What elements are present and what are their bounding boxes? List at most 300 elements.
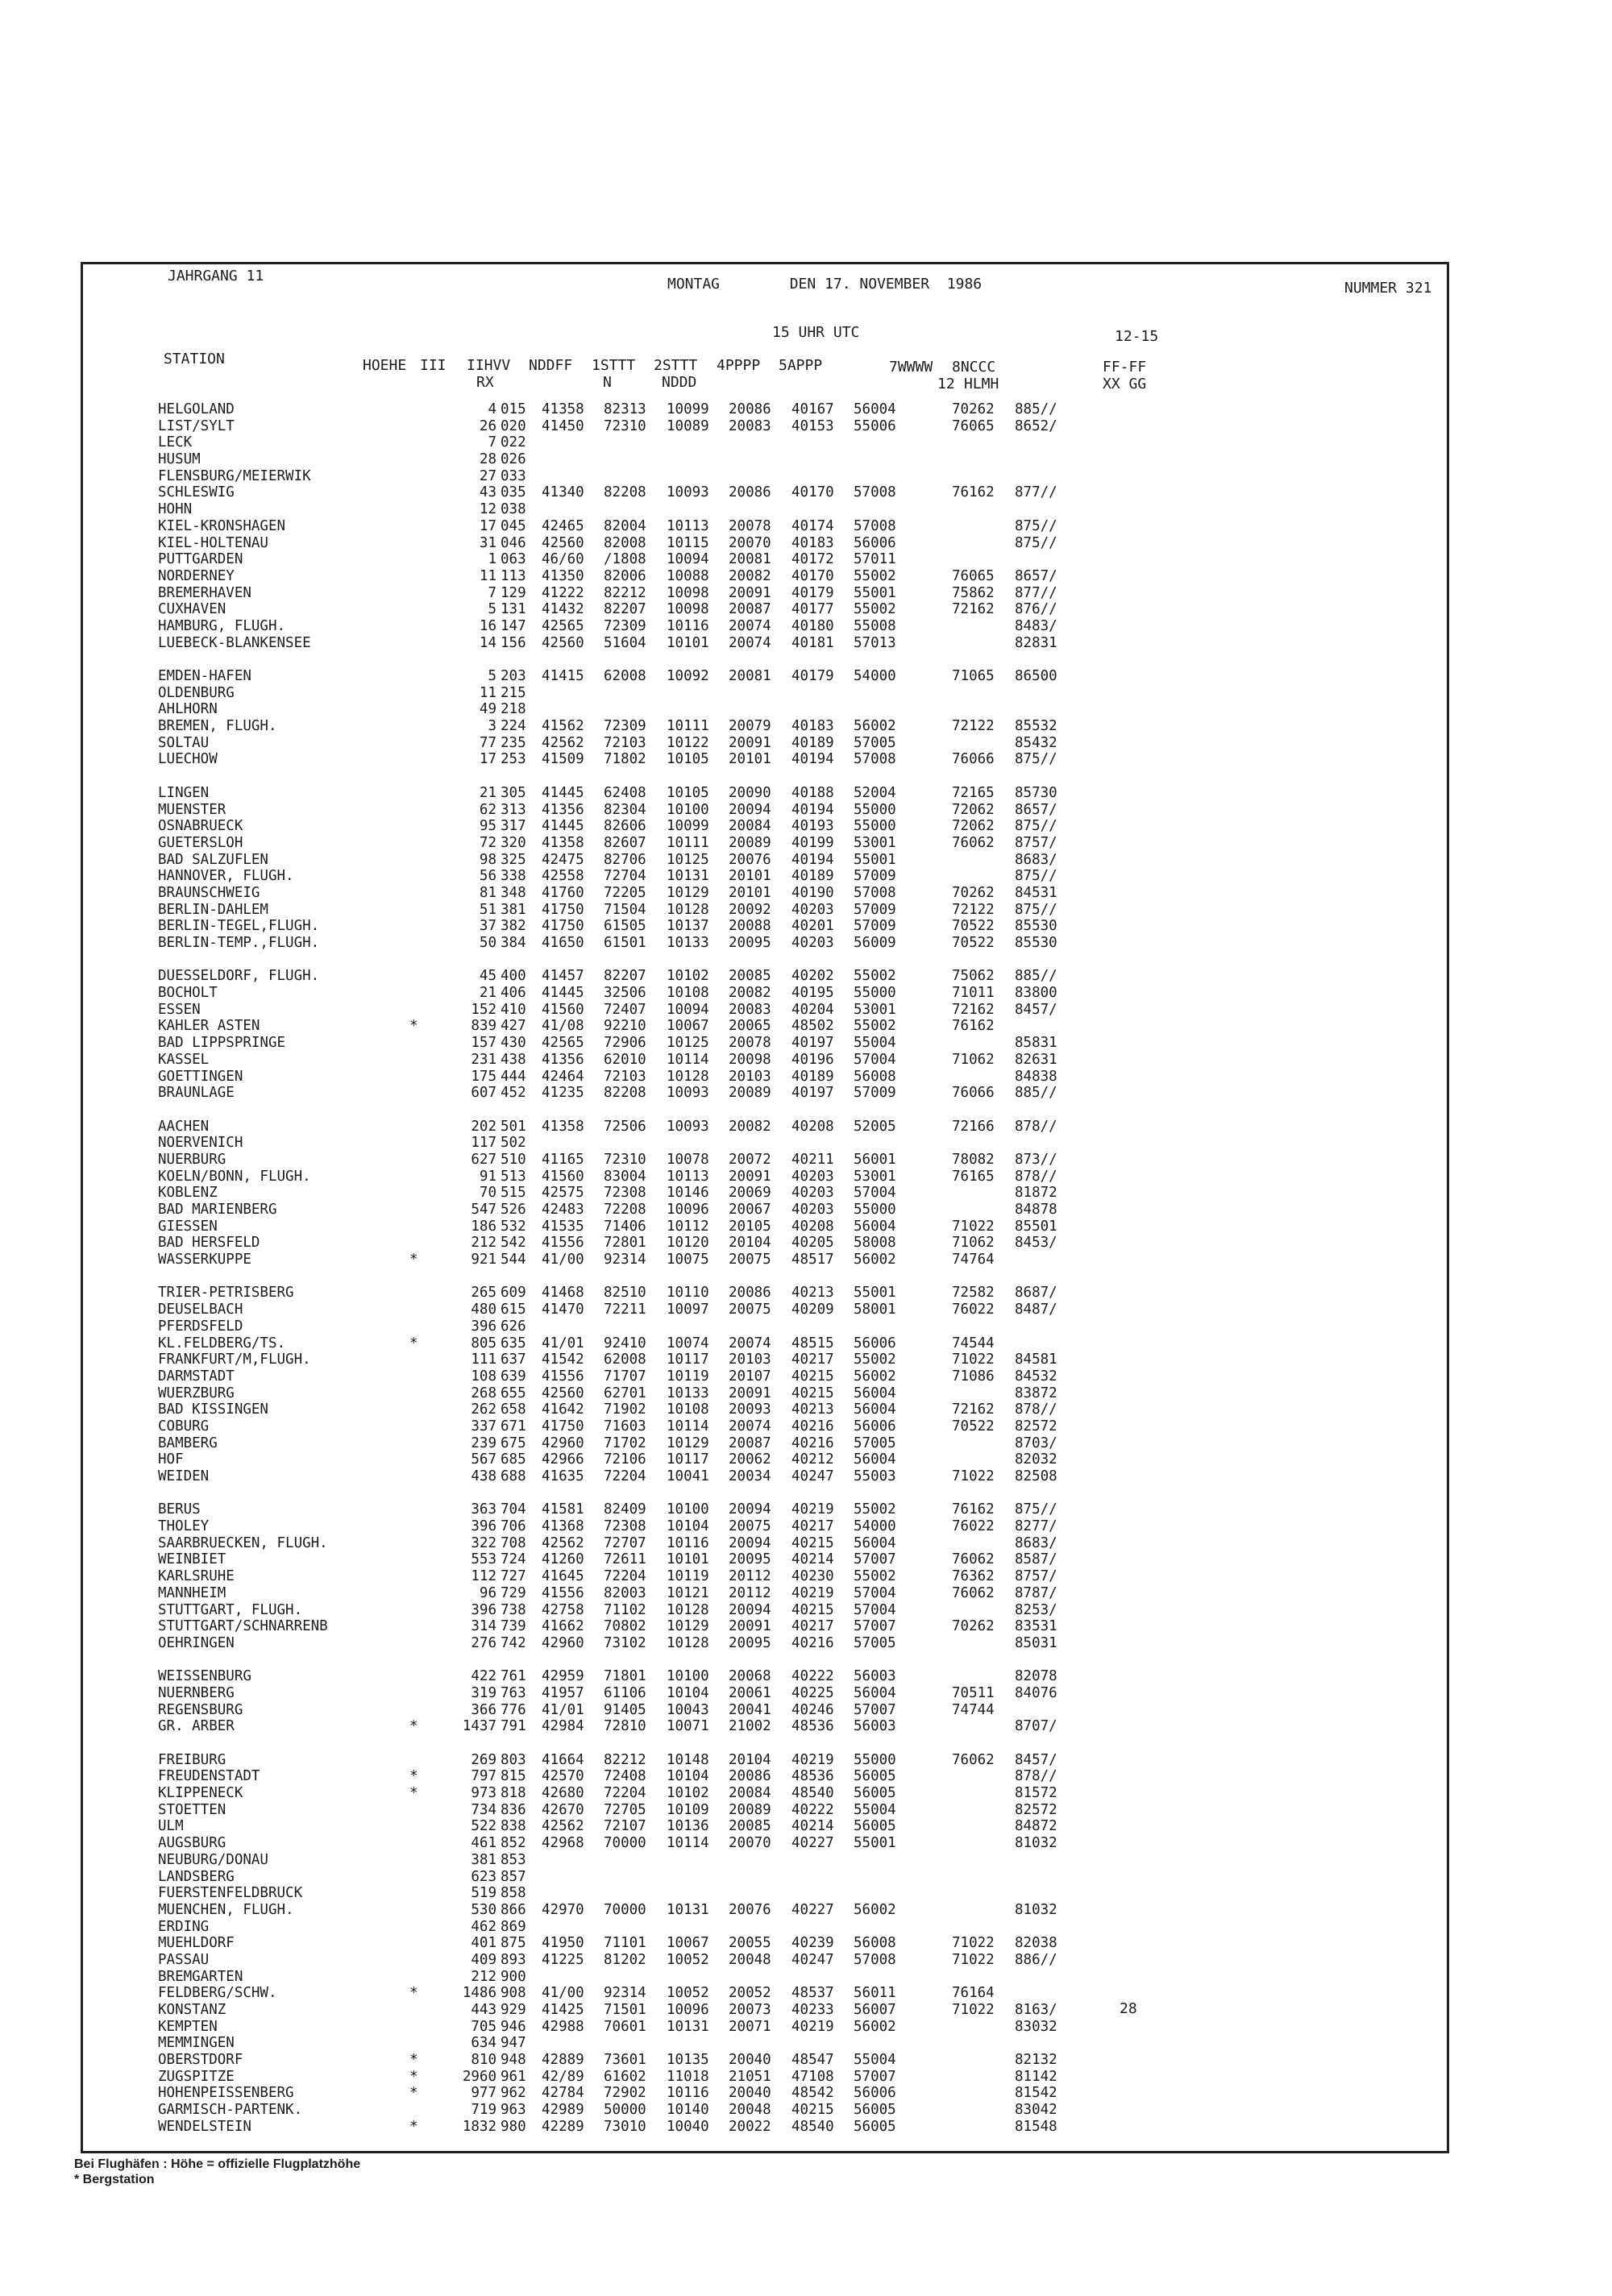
synop-group: 42988 [542,2018,584,2035]
station-name: DEUSELBACH [158,1302,243,1318]
synop-group: 41535 [542,1218,584,1235]
synop-group: 71801 [604,1668,646,1685]
station-row [158,635,1206,652]
synop-group: 55002 [854,1018,896,1035]
station-name: SOLTAU [158,734,210,751]
station-index: 253 [501,751,526,768]
cloud-group: 8757/ [1015,834,1057,851]
station-name: STUTTGART/SCHNARRENB [158,1618,328,1635]
weather-group: 72162 [952,1001,995,1018]
station-height: 268 [471,1385,496,1401]
weather-group: 70262 [952,401,995,417]
station-index: 532 [501,1218,526,1235]
cloud-group: 84838 [1015,1068,1057,1085]
synop-group: 20094 [729,1501,771,1518]
synop-group: 10128 [667,901,709,918]
station-height: 839 [471,1018,496,1035]
cloud-group: 82508 [1015,1468,1057,1484]
synop-group: 20103 [729,1068,771,1085]
synop-group: 20104 [729,1751,771,1768]
station-index: 763 [501,1684,526,1701]
synop-group: 10131 [667,868,709,885]
synop-group: 41556 [542,1235,584,1252]
synop-group: 41425 [542,2002,584,2018]
synop-group: 82607 [604,834,646,851]
synop-group: 55001 [854,584,896,601]
synop-group: 40203 [791,935,834,951]
station-height: 117 [471,1135,496,1152]
cloud-group: 81032 [1015,1835,1057,1852]
cloud-group: 8587/ [1015,1551,1057,1568]
station-row [158,568,1206,585]
station-name: FREIBURG [158,1751,226,1768]
weather-group: 72582 [952,1285,995,1302]
cloud-group: 81572 [1015,1785,1057,1802]
station-height: 265 [471,1285,496,1302]
synop-group: 56006 [854,1418,896,1434]
synop-group: 11018 [667,2068,709,2085]
synop-group: 10122 [667,734,709,751]
synop-group: 41560 [542,1168,584,1185]
station-row [158,1501,1206,1518]
station-row [158,585,1206,602]
synop-group: 72408 [604,1768,646,1785]
synop-group: 20072 [729,1151,771,1168]
synop-group: 71101 [604,1935,646,1952]
synop-group: 56006 [854,2085,896,2102]
synop-group: 40203 [791,1168,834,1185]
cloud-group: 885// [1015,401,1057,417]
synop-group: 40181 [791,634,834,651]
synop-group: 20082 [729,1118,771,1135]
station-row [158,1752,1206,1769]
cloud-group: 8453/ [1015,1235,1057,1252]
group-gap [158,952,1206,969]
station-row [158,668,1206,685]
station-row [158,1902,1206,1919]
synop-group: 40197 [791,1035,834,1052]
station-index: 727 [501,1568,526,1585]
weather-group: 76066 [952,751,995,768]
synop-group: 57008 [854,484,896,501]
station-index: 544 [501,1252,526,1268]
station-name: HELGOLAND [158,401,235,417]
weather-group: 72062 [952,818,995,835]
cloud-group: 85501 [1015,1218,1057,1235]
synop-group: 40201 [791,918,834,935]
station-height: 14 [479,634,496,651]
cloud-group: 8277/ [1015,1518,1057,1535]
synop-group: 40239 [791,1935,834,1952]
synop-group: 92314 [604,1252,646,1268]
synop-group: 42483 [542,1202,584,1218]
synop-group: 41450 [542,417,584,434]
synop-group: 72106 [604,1451,646,1468]
station-height: 461 [471,1835,496,1852]
station-index: 706 [501,1518,526,1535]
synop-group: 55001 [854,851,896,868]
synop-group: 20068 [729,1668,771,1685]
synop-group: 10102 [667,968,709,985]
synop-group: 82008 [604,534,646,551]
synop-group: 10067 [667,1018,709,1035]
weather-group: 70511 [952,1684,995,1701]
station-index: 526 [501,1202,526,1218]
cloud-group: 8657/ [1015,567,1057,584]
synop-group: 20076 [729,1901,771,1918]
station-index: 724 [501,1551,526,1568]
synop-group: 41368 [542,1518,584,1535]
station-name: OBERSTDORF [158,2052,243,2069]
station-row [158,1985,1206,2002]
synop-group: 10101 [667,634,709,651]
weather-group: 76062 [952,1551,995,1568]
synop-group: 10100 [667,1668,709,1685]
synop-group: 10128 [667,1601,709,1618]
synop-group: 40180 [791,617,834,634]
synop-group: 40177 [791,601,834,618]
station-row [158,1302,1206,1318]
weather-group: 71011 [952,985,995,1002]
station-index: 857 [501,1868,526,1885]
weather-group: 70522 [952,918,995,935]
synop-group: 82212 [604,1751,646,1768]
synop-group: 71504 [604,901,646,918]
synop-group: 55000 [854,801,896,818]
synop-group: 40215 [791,1368,834,1385]
synop-group: 40205 [791,1235,834,1252]
station-index: 382 [501,918,526,935]
weather-group: 72162 [952,601,995,618]
station-height: 28 [479,451,496,468]
synop-group: 20078 [729,517,771,534]
station-height: 112 [471,1568,496,1585]
station-name: ZUGSPITZE [158,2068,235,2085]
station-row [158,451,1206,468]
synop-group: 40195 [791,985,834,1002]
synop-group: 40215 [791,1601,834,1618]
station-row [158,1318,1206,1335]
synop-group: 72407 [604,1001,646,1018]
weather-group: 75062 [952,968,995,985]
station-index: 338 [501,868,526,885]
synop-group: 57008 [854,751,896,768]
synop-group: 40153 [791,417,834,434]
station-height: 51 [479,901,496,918]
station-row [158,818,1206,835]
station-name: SCHLESWIG [158,484,235,501]
station-row [158,885,1206,902]
synop-group: 40217 [791,1351,834,1368]
synop-group: 52004 [854,784,896,801]
station-height: 422 [471,1668,496,1685]
station-index: 348 [501,884,526,901]
synop-group: 20067 [729,1202,771,1218]
synop-group: 10105 [667,784,709,801]
synop-group: 20082 [729,567,771,584]
synop-group: 41445 [542,818,584,835]
station-name: CUXHAVEN [158,601,226,618]
station-index: 658 [501,1401,526,1418]
weather-group: 72122 [952,901,995,918]
synop-group: 20086 [729,1768,771,1785]
synop-group: 42565 [542,617,584,634]
station-index: 026 [501,451,526,468]
station-row [158,1869,1206,1886]
station-name: HANNOVER, FLUGH. [158,868,294,885]
station-index: 515 [501,1185,526,1202]
synop-group: 82208 [604,484,646,501]
synop-group: 41445 [542,985,584,1002]
station-row [158,2052,1206,2069]
station-height: 81 [479,884,496,901]
synop-group: 48502 [791,1018,834,1035]
synop-group: 70601 [604,2018,646,2035]
synop-group: 41260 [542,1551,584,1568]
cloud-group: 81542 [1015,2085,1057,2102]
station-row [158,2119,1206,2136]
weather-group: 76065 [952,417,995,434]
station-height: 409 [471,1951,496,1968]
synop-group: 10135 [667,2052,709,2069]
synop-group: 42984 [542,1718,584,1735]
synop-group: 20084 [729,1785,771,1802]
synop-group: 40246 [791,1701,834,1718]
synop-group: 10052 [667,1985,709,2002]
synop-group: 40194 [791,751,834,768]
synop-group: 42558 [542,868,584,885]
synop-group: 57005 [854,734,896,751]
col-ffff: FF-FF [1103,359,1147,376]
synop-group: 56002 [854,1368,896,1385]
synop-group: 56005 [854,2102,896,2119]
synop-group: 10104 [667,1768,709,1785]
synop-group: 42289 [542,2118,584,2135]
station-row [158,902,1206,919]
synop-group: 41650 [542,935,584,951]
col-8nccc: 8NCCC [952,359,996,376]
synop-group: 40189 [791,1068,834,1085]
synop-group: 42/89 [542,2068,584,2085]
synop-group: 10102 [667,1785,709,1802]
synop-group: 42970 [542,1901,584,1918]
station-name: LECK [158,434,193,451]
synop-group: 10093 [667,1085,709,1102]
cloud-group: 877// [1015,484,1057,501]
weather-group: 70522 [952,1418,995,1434]
synop-group: 56002 [854,1252,896,1268]
synop-group: 72208 [604,1202,646,1218]
synop-group: 56003 [854,1718,896,1735]
station-name: KARLSRUHE [158,1568,235,1585]
station-row [158,1351,1206,1368]
synop-group: 20091 [729,1168,771,1185]
station-row [158,1052,1206,1069]
synop-group: 61501 [604,935,646,951]
synop-group: 20091 [729,1385,771,1401]
synop-group: 10092 [667,668,709,684]
synop-group: 73601 [604,2052,646,2069]
station-index: 858 [501,1885,526,1902]
station-height: 175 [471,1068,496,1085]
cloud-group: 82631 [1015,1051,1057,1068]
station-name: KONSTANZ [158,2002,226,2018]
station-name: BREMGARTEN [158,1968,243,1985]
station-row [158,985,1206,1002]
station-index: 113 [501,567,526,584]
synop-group: 10041 [667,1468,709,1484]
synop-group: 10129 [667,884,709,901]
station-index: 320 [501,834,526,851]
station-name: LUECHOW [158,751,218,768]
weather-group: 76162 [952,484,995,501]
synop-group: 41358 [542,401,584,417]
weather-group: 76022 [952,1302,995,1318]
synop-group: 55002 [854,1568,896,1585]
station-index: 427 [501,1018,526,1035]
synop-group: 70802 [604,1618,646,1635]
synop-group: 40196 [791,1051,834,1068]
synop-group: 92210 [604,1018,646,1035]
synop-group: 41445 [542,784,584,801]
station-name: THOLEY [158,1518,210,1535]
station-name: MUENCHEN, FLUGH. [158,1901,294,1918]
station-row [158,2035,1206,2052]
station-index: 542 [501,1235,526,1252]
cloud-group: 81872 [1015,1185,1057,1202]
synop-group: 48540 [791,2118,834,2135]
synop-group: 55004 [854,1801,896,1818]
station-row [158,551,1206,568]
station-row [158,1018,1206,1035]
cloud-group: 82572 [1015,1801,1057,1818]
synop-group: 42784 [542,2085,584,2102]
synop-group: 82606 [604,818,646,835]
synop-group: 57004 [854,1601,896,1618]
synop-group: 70000 [604,1901,646,1918]
synop-group: 54000 [854,1518,896,1535]
synop-group: 56004 [854,1451,896,1468]
synop-group: 40194 [791,851,834,868]
station-row [158,1435,1206,1452]
station-height: 322 [471,1534,496,1551]
weather-group: 76066 [952,1085,995,1102]
group-gap [158,1102,1206,1119]
synop-group: 20070 [729,1835,771,1852]
station-height: 31 [479,534,496,551]
group-gap [158,1652,1206,1669]
station-height: 239 [471,1434,496,1451]
synop-group: 48515 [791,1335,834,1351]
station-height: 3 [488,718,496,735]
cloud-group: 85530 [1015,935,1057,951]
station-height: 21 [479,985,496,1002]
station-index: 410 [501,1001,526,1018]
synop-group: 20061 [729,1684,771,1701]
synop-group: 41/01 [542,1701,584,1718]
synop-group: 56005 [854,2118,896,2135]
synop-group: 20070 [729,534,771,551]
station-row [158,2069,1206,2086]
synop-group: 81202 [604,1951,646,1968]
synop-group: 41556 [542,1368,584,1385]
synop-group: 20084 [729,818,771,835]
synop-group: 42960 [542,1634,584,1651]
synop-group: 41235 [542,1085,584,1102]
station-row [158,1368,1206,1385]
synop-group: 41581 [542,1501,584,1518]
synop-group: 56004 [854,1684,896,1701]
synop-group: 41635 [542,1468,584,1484]
station-row [158,918,1206,935]
synop-group: 20069 [729,1185,771,1202]
station-height: 363 [471,1501,496,1518]
synop-group: 72902 [604,2085,646,2102]
col-iii: III [420,357,447,374]
synop-group: 40247 [791,1951,834,1968]
cloud-group: 8457/ [1015,1001,1057,1018]
synop-group: 41432 [542,601,584,618]
synop-group: 10074 [667,1335,709,1351]
station-table [158,401,1206,2136]
time-range: 12-15 [1115,328,1159,345]
station-name: PFERDSFELD [158,1318,243,1335]
station-index: 853 [501,1851,526,1868]
station-height: 108 [471,1368,496,1385]
synop-group: 56005 [854,1818,896,1835]
station-name: BRAUNSCHWEIG [158,884,260,901]
synop-group: 42959 [542,1668,584,1685]
synop-group: 82003 [604,1584,646,1601]
synop-group: 42562 [542,734,584,751]
station-row [158,701,1206,718]
station-height: 1437 [462,1718,496,1735]
synop-group: 20091 [729,734,771,751]
station-index: 156 [501,634,526,651]
station-index: 235 [501,734,526,751]
synop-group: 41457 [542,968,584,985]
synop-group: 72506 [604,1118,646,1135]
synop-group: 20082 [729,985,771,1002]
station-name: KIEL-KRONSHAGEN [158,517,286,534]
synop-group: 42575 [542,1185,584,1202]
station-height: 401 [471,1935,496,1952]
synop-group: 20075 [729,1518,771,1535]
synop-group: 48536 [791,1718,834,1735]
station-index: 045 [501,517,526,534]
station-index: 224 [501,718,526,735]
station-row [158,1818,1206,1835]
cloud-group: 8707/ [1015,1718,1057,1735]
station-height: 314 [471,1618,496,1635]
station-name: BAD SALZUFLEN [158,851,268,868]
synop-group: 40188 [791,784,834,801]
cloud-group: 84878 [1015,1202,1057,1218]
synop-group: 82212 [604,584,646,601]
synop-group: 41645 [542,1568,584,1585]
station-index: 513 [501,1168,526,1185]
synop-group: 20095 [729,1634,771,1651]
col-hoehe: HOEHE [363,357,407,374]
station-row [158,1335,1206,1352]
station-name: ERDING [158,1918,210,1935]
station-height: 921 [471,1252,496,1268]
synop-group: 41509 [542,751,584,768]
station-index: 452 [501,1085,526,1102]
synop-group: 55000 [854,1751,896,1768]
synop-group: 92410 [604,1335,646,1351]
synop-group: 48537 [791,1985,834,2002]
